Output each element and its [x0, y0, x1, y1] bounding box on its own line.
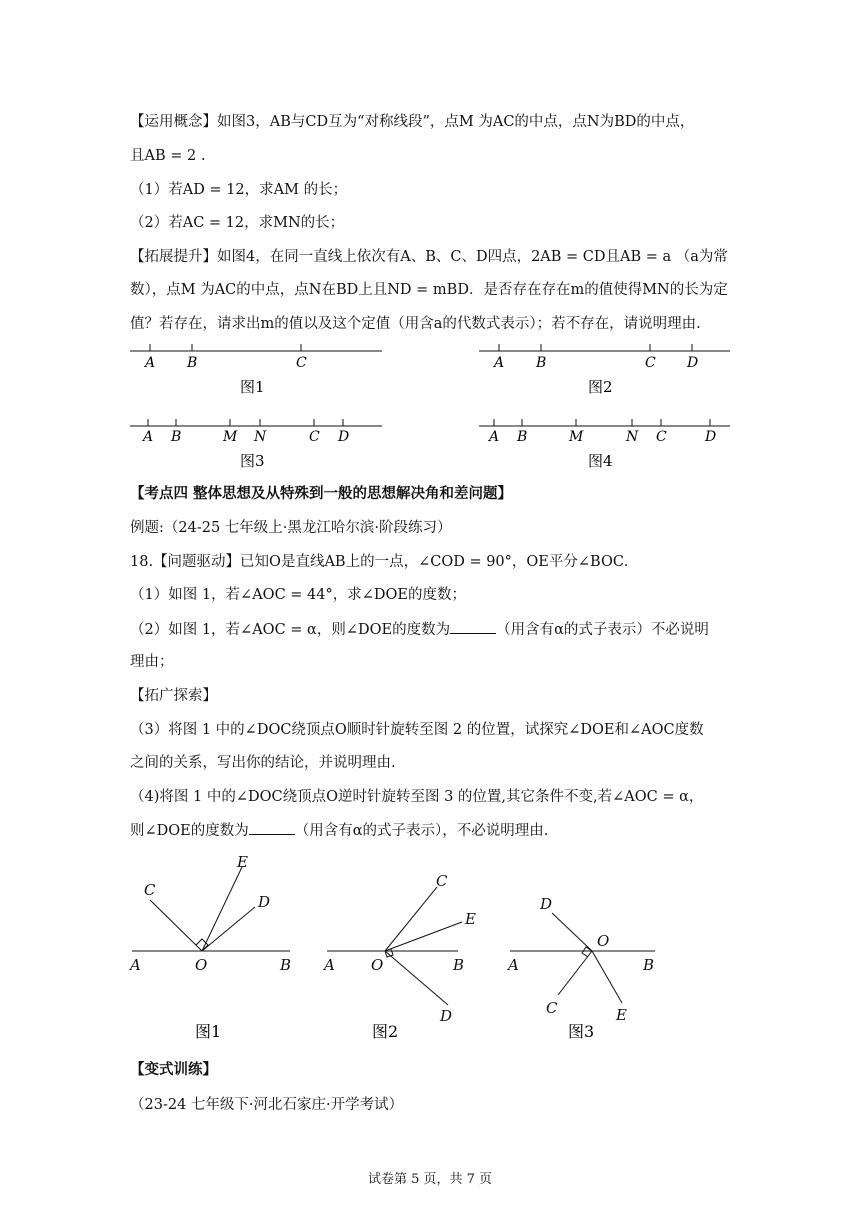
segment-figure-3: [130, 419, 382, 470]
angle-label: E: [465, 910, 476, 928]
point-label: N: [254, 429, 267, 445]
section-heading: 【拓广探索】: [130, 688, 217, 704]
text-line: （23-24 七年级下·河北石家庄·开学考试）: [130, 1097, 404, 1113]
figure-caption: 图3: [568, 1022, 595, 1041]
angle-label: O: [597, 932, 610, 950]
answer-blank: [450, 619, 496, 634]
text-line: （4)将图 1 中的∠DOC绕顶点O逆时针旋转至图 3 的位置,其它条件不变,若∠AOC = α，: [130, 789, 704, 805]
segment-figure-4: [479, 419, 730, 470]
figure-caption: 图2: [372, 1022, 399, 1041]
text-line: （1）如图 1，若∠AOC = 44°，求∠DOE的度数；: [130, 587, 466, 603]
point-label: A: [143, 429, 154, 445]
angle-label: E: [616, 1006, 627, 1024]
section-heading: 【考点四 整体思想及从特殊到一般的思想解决角和差问题】: [130, 485, 513, 502]
angle-label: O: [371, 956, 384, 974]
point-label: A: [494, 355, 505, 371]
point-label: B: [171, 429, 182, 445]
point-label: D: [705, 429, 717, 445]
figure-caption: 图1: [195, 1022, 222, 1041]
point-label: A: [145, 355, 156, 371]
angle-label: C: [436, 872, 448, 890]
segment-figure-1: [130, 344, 382, 396]
angle-label: D: [540, 895, 553, 913]
question-4-part-b: 则∠DOE的度数为: [130, 823, 249, 839]
angle-label: C: [144, 881, 156, 899]
question-4-part-c: （用含有α的式子表示），不必说明理由.: [294, 823, 549, 839]
point-label: B: [187, 355, 198, 371]
point-label: D: [338, 429, 350, 445]
question-2-part-b: （用含有α的式子表示）不必说明: [496, 622, 709, 638]
point-label: C: [645, 355, 656, 371]
angle-label: A: [130, 956, 141, 974]
angle-label: C: [546, 999, 558, 1017]
point-label: A: [489, 429, 500, 445]
point-label: C: [309, 429, 320, 445]
text-line: 例题:（24-25 七年级上·黑龙江哈尔滨·阶段练习）: [130, 520, 452, 536]
text-line: [130, 619, 709, 640]
angle-label: B: [453, 956, 465, 974]
angle-figure-3: [510, 913, 655, 1003]
text-line: 且AB = 2 .: [130, 148, 206, 164]
point-label: C: [656, 429, 667, 445]
segment-figures: [0, 335, 860, 475]
figure-caption: 图2: [588, 378, 613, 396]
text-line: （1）若AD = 12，求AM 的长；: [130, 182, 348, 198]
angle-figure-2: [327, 887, 465, 1005]
text-line: 值？若存在，请求出m的值以及这个定值（用含a的代数式表示）；若不存在，请说明理由.: [130, 316, 701, 332]
text-line: [130, 820, 548, 841]
text-line: 理由；: [130, 654, 174, 670]
point-label: N: [626, 429, 639, 445]
angle-label: E: [237, 853, 248, 871]
segment-figure-2: [479, 344, 730, 396]
text-line: 数），点M 为AC的中点，点N在BD上且ND = mBD．是否存在存在m的值使得MN的长为定: [130, 282, 728, 298]
text-line: 18.【问题驱动】已知O是直线AB上的一点，∠COD = 90°，OE平分∠BOC．: [130, 554, 639, 570]
text-line: （2）若AC = 12，求MN的长；: [130, 215, 345, 231]
answer-blank: [249, 820, 295, 835]
angle-label: D: [258, 893, 271, 911]
question-2-part-a: （2）如图 1，若∠AOC = α，则∠DOE的度数为: [130, 622, 451, 638]
angle-label: O: [195, 956, 208, 974]
angle-label: A: [508, 956, 519, 974]
text-line: 之间的关系，写出你的结论，并说明理由.: [130, 755, 396, 771]
point-label: B: [536, 355, 547, 371]
angle-label: A: [324, 956, 335, 974]
angle-label: B: [643, 956, 655, 974]
point-label: M: [223, 429, 238, 445]
point-label: D: [687, 355, 699, 371]
section-heading: 【变式训练】: [130, 1061, 217, 1078]
text-line: 【运用概念】如图3，AB与CD互为“对称线段”，点M 为AC的中点，点N为BD的中点，: [130, 114, 695, 130]
text-line: 【拓展提升】如图4，在同一直线上依次有A、B、C、D四点，2AB = CD且AB = a （a为常: [130, 249, 728, 265]
point-label: M: [569, 429, 584, 445]
page-footer: 试卷第 5 页，共 7 页: [367, 1172, 493, 1187]
angle-label: D: [440, 1007, 453, 1025]
figure-caption: 图1: [240, 378, 265, 396]
figure-caption: 图3: [240, 452, 265, 470]
figure-caption: 图4: [588, 452, 613, 470]
text-line: （3）将图 1 中的∠DOC绕顶点O顺时针旋转至图 2 的位置，试探究∠DOE和∠AOC度数: [130, 722, 704, 738]
point-label: C: [296, 355, 307, 371]
angle-figures: [0, 845, 860, 1050]
angle-label: B: [280, 956, 292, 974]
point-label: B: [517, 429, 528, 445]
